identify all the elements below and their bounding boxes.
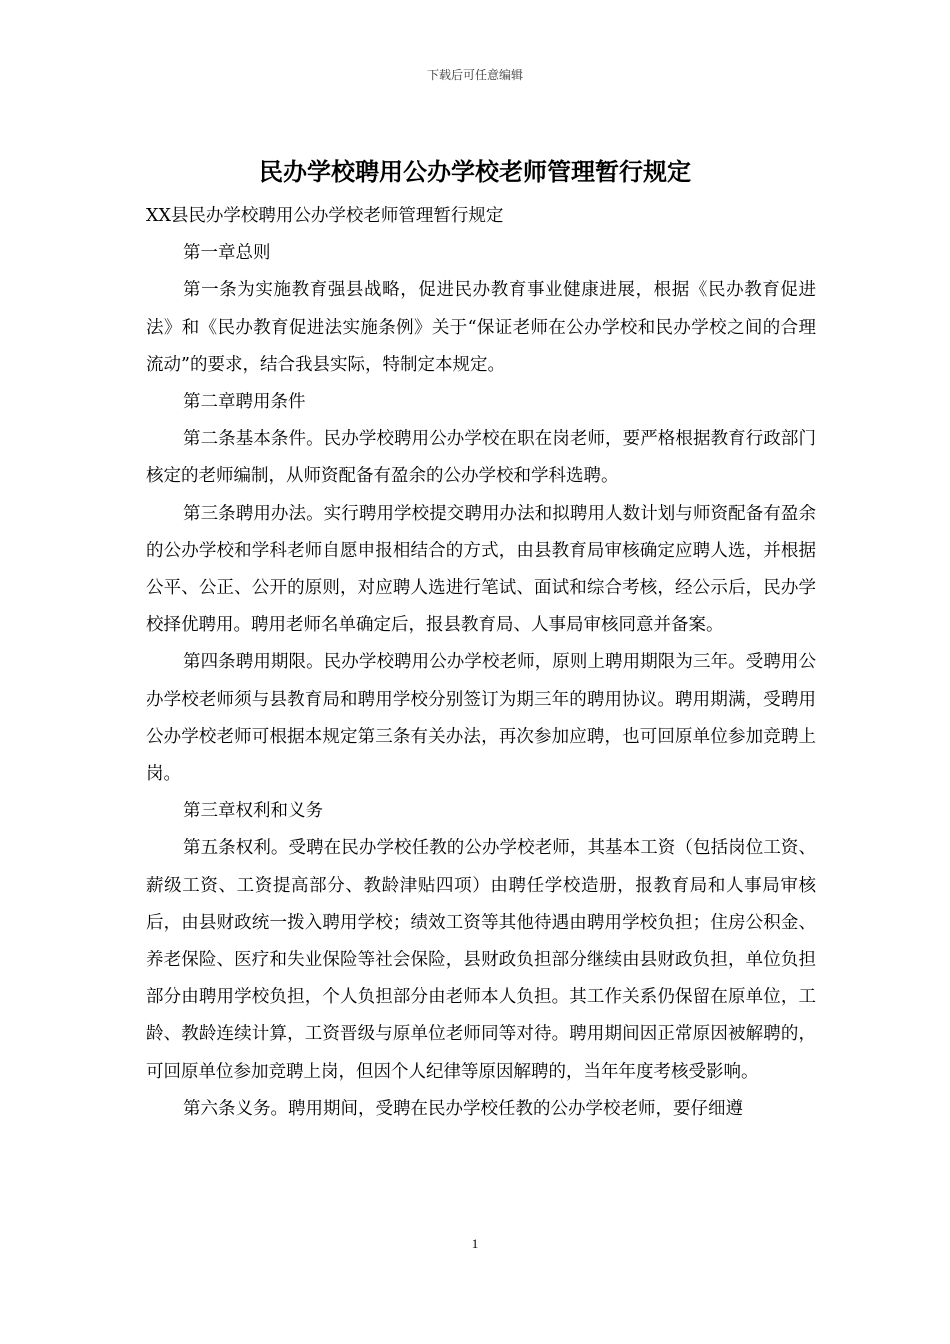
article-6: 第六条义务。聘用期间，受聘在民办学校任教的公办学校老师，要仔细遵 [183,1098,743,1119]
document-title: 民办学校聘用公办学校老师管理暂行规定 [259,158,691,186]
page-number: 1 [471,1236,479,1251]
article-5: 第五条权利。受聘在民办学校任教的公办学校老师，其基本工资（包括岗位工资、薪级工资、工资提高部分、教龄津贴四项）由聘任学校造册，报教育局和人事局审核后，由县财政统一拨入聘用学校；绩效工资等其他待遇由聘用学校负担；住房公积金、养老保险、医疗和失业保险等社会保险，县财政负担部分继续由县财政负担，单位负担部分由聘用学校负担，个人负担部分由老师本人负担。其工作关系仍保留在原单位，工龄、教龄连续计算，工资晋级与原单位老师同等对待。聘用期间因正常原因被解聘的，可回原单位参加竞聘上岗，但因个人纪律等原因解聘的，当年年度考核受影响。 [146,838,816,1082]
article-4: 第四条聘用期限。民办学校聘用公办学校老师，原则上聘用期限为三年。受聘用公办学校老师须与县教育局和聘用学校分别签订为期三年的聘用协议。聘用期满，受聘用公办学校老师可根据本规定第三条有关办法，再次参加应聘，也可回原单位参加竞聘上岗。 [146,652,816,785]
document-body [146,198,816,1128]
chapter-heading-1: 第一章总则 [183,243,271,264]
article-2: 第二条基本条件。民办学校聘用公办学校在职在岗老师，要严格根据教育行政部门核定的老师编制，从师资配备有盈余的公办学校和学科选聘。 [146,429,816,487]
document-subtitle: XX县民办学校聘用公办学校老师管理暂行规定 [146,206,504,226]
chapter-heading-2: 第二章聘用条件 [183,392,306,413]
page-header: 下载后可任意编辑 [426,68,523,82]
article-3: 第三条聘用办法。实行聘用学校提交聘用办法和拟聘用人数计划与师资配备有盈余的公办学校和学科老师自愿申报相结合的方式，由县教育局审核确定应聘人选，并根据公平、公正、公开的原则，对应聘人选进行笔试、面试和综合考核，经公示后，民办学校择优聘用。聘用老师名单确定后，报县教育局、人事局审核同意并备案。 [146,503,816,636]
chapter-heading-3: 第三章权利和义务 [183,801,323,822]
article-1: 第一条为实施教育强县战略，促进民办教育事业健康进展，根据《民办教育促进法》和《民办教育促进法实施条例》关于“保证老师在公办学校和民办学校之间的合理流动”的要求，结合我县实际，特制定本规定。 [146,280,816,375]
